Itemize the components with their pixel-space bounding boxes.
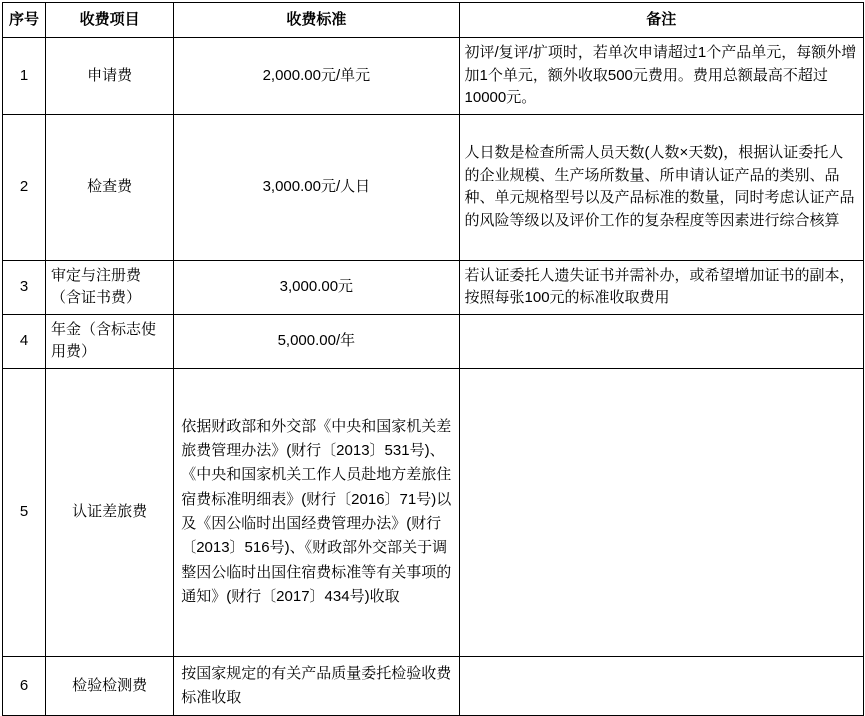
row-note: 初评/复评/扩项时，若单次申请超过1个产品单元，每额外增加1个单元，额外收取500元费用。费用总额最高不超过10000元。 <box>459 38 863 115</box>
table-row <box>3 260 864 314</box>
column-header-standard: 收费标准 <box>174 3 459 38</box>
column-header-no: 序号 <box>3 3 46 38</box>
row-no: 3 <box>3 260 46 314</box>
row-no: 4 <box>3 314 46 368</box>
row-item: 申请费 <box>46 38 174 115</box>
row-standard: 5,000.00/年 <box>174 314 459 368</box>
row-note: 若认证委托人遗失证书并需补办，或希望增加证书的副本，按照每张100元的标准收取费用 <box>459 260 863 314</box>
row-note: 人日数是检查所需人员天数(人数×天数)，根据认证委托人的企业规模、生产场所数量、所申请认证产品的类别、品种、单元规格型号以及产品标准的数量，同时考虑认证产品的风险等级以及评价工作的复杂程度等因素进行综合核算 <box>459 114 863 260</box>
row-no: 5 <box>3 368 46 656</box>
fee-standard-table <box>2 2 864 716</box>
table-row <box>3 38 864 115</box>
row-item: 认证差旅费 <box>46 368 174 656</box>
row-item: 检验检测费 <box>46 656 174 716</box>
row-standard: 2,000.00元/单元 <box>174 38 459 115</box>
row-item: 审定与注册费（含证书费） <box>46 260 174 314</box>
row-note <box>459 656 863 716</box>
row-no: 2 <box>3 114 46 260</box>
table-row <box>3 656 864 716</box>
row-standard: 3,000.00元/人日 <box>174 114 459 260</box>
row-standard: 按国家规定的有关产品质量委托检验收费标准收取 <box>174 656 459 716</box>
row-note <box>459 368 863 656</box>
row-item: 年金（含标志使用费） <box>46 314 174 368</box>
column-header-item: 收费项目 <box>46 3 174 38</box>
row-standard: 3,000.00元 <box>174 260 459 314</box>
table-row <box>3 314 864 368</box>
row-item: 检查费 <box>46 114 174 260</box>
table-row <box>3 368 864 656</box>
column-header-note: 备注 <box>459 3 863 38</box>
row-standard: 依据财政部和外交部《中央和国家机关差旅费管理办法》(财行〔2013〕531号)、《中央和国家机关工作人员赴地方差旅住宿费标准明细表》(财行〔2016〕71号)以及《因公临时出国经费管理办法》(财行〔2013〕516号)、《财政部外交部关于调整因公临时出国住宿费标准等有关事项的通知》(财行〔2017〕434号)收取 <box>174 368 459 656</box>
table-header-row <box>3 3 864 38</box>
row-no: 1 <box>3 38 46 115</box>
table-row <box>3 114 864 260</box>
row-no: 6 <box>3 656 46 716</box>
row-note <box>459 314 863 368</box>
